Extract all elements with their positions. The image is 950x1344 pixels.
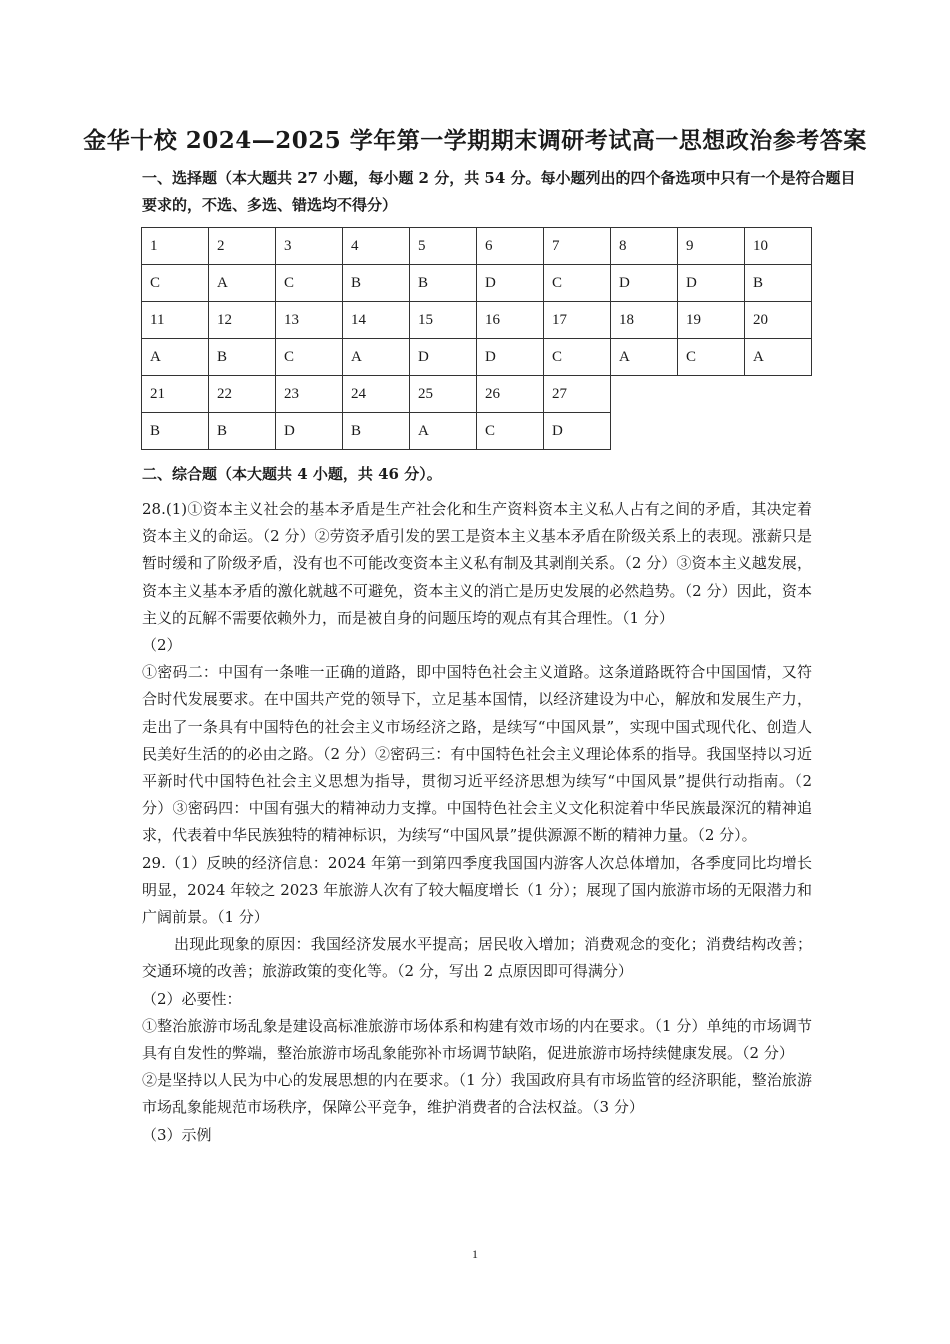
- q29-reasons: 出现此现象的原因：我国经济发展水平提高；居民收入增加；消费观念的变化；消费结构改善；交通环境的改善；旅游政策的变化等。（2 分，写出 2 点原因即可得满分）: [142, 935, 812, 981]
- page-number: 1: [472, 1247, 478, 1261]
- answer-cell: A: [142, 339, 209, 376]
- question-number-cell: 22: [209, 376, 276, 413]
- empty-cell: [745, 376, 812, 413]
- page-title: 金华十校 2024—2025 学年第一学期期末调研考试高一思想政治参考答案: [83, 127, 867, 154]
- section-2-heading: 二、综合题（本大题共 4 小题，共 46 分）。: [142, 465, 442, 483]
- answer-cell: A: [343, 339, 410, 376]
- answer-cell: A: [745, 339, 812, 376]
- answer-cell: B: [142, 413, 209, 450]
- table-row: [142, 413, 812, 450]
- question-number-cell: 6: [477, 228, 544, 265]
- question-number-cell: 21: [142, 376, 209, 413]
- answer-cell: A: [611, 339, 678, 376]
- question-number-cell: 1: [142, 228, 209, 265]
- question-number-cell: 23: [276, 376, 343, 413]
- answer-cell: C: [544, 339, 611, 376]
- empty-cell: [611, 376, 678, 413]
- answer-cell: A: [410, 413, 477, 450]
- table-row: [142, 339, 812, 376]
- answer-cell: B: [343, 265, 410, 302]
- answer-cell: C: [142, 265, 209, 302]
- question-number-cell: 8: [611, 228, 678, 265]
- answer-cell: D: [678, 265, 745, 302]
- question-number-cell: 12: [209, 302, 276, 339]
- answer-cell: C: [477, 413, 544, 450]
- question-number-cell: 20: [745, 302, 812, 339]
- question-number-cell: 9: [678, 228, 745, 265]
- answer-cell: A: [209, 265, 276, 302]
- section-1-heading: 一、选择题（本大题共 27 小题，每小题 2 分，共 54 分。每小题列出的四个备选项中只有一个是符合题目要求的，不选、多选、错选均不得分）: [142, 169, 856, 214]
- table-row: [142, 302, 812, 339]
- answer-cell: D: [544, 413, 611, 450]
- table-row: [142, 265, 812, 302]
- answer-cell: D: [477, 265, 544, 302]
- question-number-cell: 11: [142, 302, 209, 339]
- question-number-cell: 18: [611, 302, 678, 339]
- q29-part2-point1: ①整治旅游市场乱象是建设高标准旅游市场体系和构建有效市场的内在要求。（1 分）单纯的市场调节具有自发性的弊端，整治旅游市场乱象能弥补市场调节缺陷，促进旅游市场持续健康发展。（2 分）: [142, 1016, 812, 1063]
- answer-cell: B: [745, 265, 812, 302]
- answer-cell: B: [410, 265, 477, 302]
- answer-cell: B: [343, 413, 410, 450]
- answer-body: [142, 496, 812, 1149]
- answer-cell: C: [276, 265, 343, 302]
- answer-table: [141, 227, 812, 450]
- question-number-cell: 25: [410, 376, 477, 413]
- question-number-cell: 3: [276, 228, 343, 265]
- empty-cell: [745, 413, 812, 450]
- question-number-cell: 13: [276, 302, 343, 339]
- question-number-cell: 2: [209, 228, 276, 265]
- question-number-cell: 16: [477, 302, 544, 339]
- empty-cell: [678, 413, 745, 450]
- answer-cell: D: [611, 265, 678, 302]
- question-number-cell: 7: [544, 228, 611, 265]
- q29-part1: 29.（1）反映的经济信息：2024 年第一到第四季度我国国内游客人次总体增加，各季度同比均增长明显，2024 年较之 2023 年旅游人次有了较大幅度增长（1 分）；展现了国内旅游市场的无限潜力和广阔前景。（1 分）: [142, 853, 812, 927]
- question-number-cell: 26: [477, 376, 544, 413]
- question-number-cell: 17: [544, 302, 611, 339]
- answer-cell: C: [678, 339, 745, 376]
- empty-cell: [678, 376, 745, 413]
- answer-cell: D: [276, 413, 343, 450]
- answer-cell: D: [477, 339, 544, 376]
- question-number-cell: 5: [410, 228, 477, 265]
- answer-cell: C: [276, 339, 343, 376]
- question-number-cell: 14: [343, 302, 410, 339]
- question-number-cell: 10: [745, 228, 812, 265]
- question-number-cell: 4: [343, 228, 410, 265]
- empty-cell: [611, 413, 678, 450]
- answer-cell: B: [209, 413, 276, 450]
- q29-part3-label: （3）示例: [142, 1125, 212, 1144]
- q29-part2-point2: ②是坚持以人民为中心的发展思想的内在要求。（1 分）我国政府具有市场监管的经济职能，整治旅游市场乱象能规范市场秩序，保障公平竞争，维护消费者的合法权益。（3 分）: [142, 1071, 812, 1117]
- answer-cell: C: [544, 265, 611, 302]
- question-number-cell: 27: [544, 376, 611, 413]
- q28-part1: 28.(1)①资本主义社会的基本矛盾是生产社会化和生产资料资本主义私人占有之间的矛盾，其决定着资本主义的命运。（2 分）②劳资矛盾引发的罢工是资本主义基本矛盾在阶级关系上的表现。涨薪只是暂时缓和了阶级矛盾，没有也不可能改变资本主义私有制及其剥削关系。（2 分）③资本主义越发展，资本主义基本矛盾的激化就越不可避免，资本主义的消亡是历史发展的必然趋势。（2 分）因此，资本主义的瓦解不需要依赖外力，而是被自身的问题压垮的观点有其合理性。（1 分）: [142, 500, 812, 627]
- answer-cell: D: [410, 339, 477, 376]
- question-number-cell: 24: [343, 376, 410, 413]
- q28-part2-label: （2）: [142, 636, 182, 655]
- table-row: [142, 376, 812, 413]
- question-number-cell: 15: [410, 302, 477, 339]
- answer-cell: B: [209, 339, 276, 376]
- question-number-cell: 19: [678, 302, 745, 339]
- q29-part2-label: （2）必要性：: [142, 989, 242, 1008]
- table-row: [142, 228, 812, 265]
- q28-part2-answer: ①密码二：中国有一条唯一正确的道路，即中国特色社会主义道路。这条道路既符合中国国情，又符合时代发展要求。在中国共产党的领导下，立足基本国情，以经济建设为中心，解放和发展生产力，走出了一条具有中国特色的社会主义市场经济之路，是续写“中国风景”，实现中国式现代化、创造人民美好生活的的必由之路。（2 分）②密码三：有中国特色社会主义理论体系的指导。我国坚持以习近平新时代中国特色社会主义思想为指导，贯彻习近平经济思想为续写“中国风景”提供行动指南。（2 分）③密码四：中国有强大的精神动力支撑。中国特色社会主义文化积淀着中华民族最深沉的精神追求，代表着中华民族独特的精神标识，为续写“中国风景”提供源源不断的精神力量。（2 分）。: [142, 663, 812, 845]
